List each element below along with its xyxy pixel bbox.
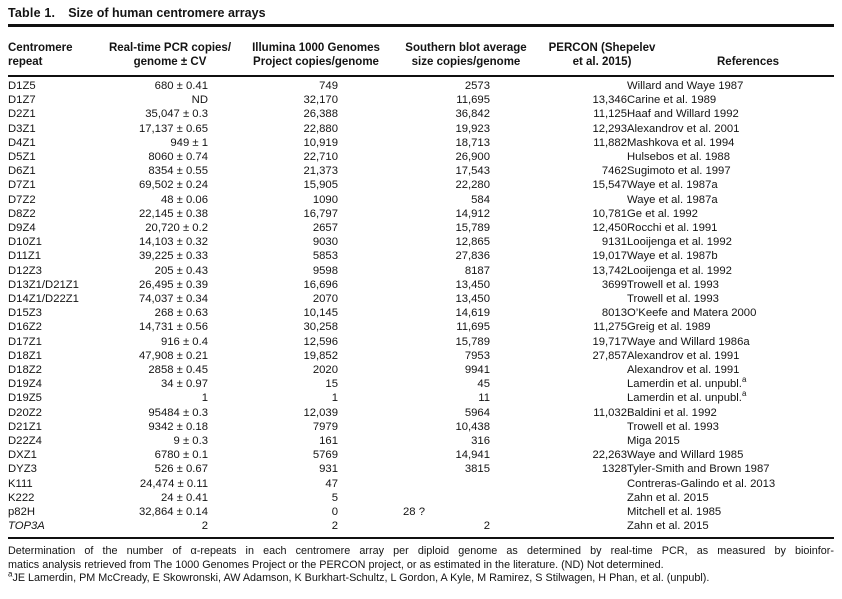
cell-percon bbox=[490, 292, 627, 306]
cell-pcr-copies: 39,225 ± 0.33 bbox=[138, 250, 208, 263]
cell-percon: 12,293 bbox=[592, 122, 627, 135]
cell-centromere-repeat: D10Z1 bbox=[8, 236, 42, 249]
cell-illumina-copies: 0 bbox=[331, 506, 338, 519]
cell-reference: Looijenga et al. 1992 bbox=[627, 236, 732, 249]
cell-pcr-copies: 20,720 ± 0.2 bbox=[145, 222, 208, 235]
cell-pcr-copies: 9342 ± 0.18 bbox=[148, 420, 208, 433]
table-row bbox=[8, 391, 834, 405]
cell-reference: Waye and Willard 1985 bbox=[627, 449, 744, 462]
table-row bbox=[8, 519, 834, 533]
cell-centromere-repeat: D14Z1/D22Z1 bbox=[8, 293, 79, 306]
cell-reference: Alexandrov et al. 2001 bbox=[627, 122, 740, 135]
cell-pcr-copies: 95484 ± 0.3 bbox=[148, 406, 208, 419]
cell-centromere-repeat: DXZ1 bbox=[8, 449, 37, 462]
cell-centromere-repeat: D8Z2 bbox=[8, 207, 36, 220]
table-row bbox=[8, 207, 834, 221]
cell-southern-blot: 2573 bbox=[464, 80, 490, 92]
table-row bbox=[8, 235, 834, 249]
cell-illumina-copies: 21,373 bbox=[303, 165, 338, 178]
cell-reference: O’Keefe and Matera 2000 bbox=[627, 307, 757, 320]
cell-southern-blot: 45 bbox=[477, 378, 490, 391]
cell-centromere-repeat: D2Z1 bbox=[8, 108, 36, 121]
cell-illumina-copies: 1 bbox=[331, 392, 338, 405]
cell-southern-blot: 9941 bbox=[464, 364, 490, 377]
cell-illumina-copies: 5 bbox=[331, 491, 338, 504]
cell-illumina-copies: 19,852 bbox=[303, 349, 338, 362]
table-body bbox=[8, 79, 834, 534]
cell-southern-blot: 28 ? bbox=[403, 506, 425, 519]
bottom-divider bbox=[8, 537, 834, 539]
cell-southern-blot: 14,941 bbox=[455, 449, 490, 462]
cell-reference: Tyler-Smith and Brown 1987 bbox=[627, 463, 770, 476]
cell-pcr-copies: 32,864 ± 0.14 bbox=[138, 506, 208, 519]
cell-centromere-repeat: D13Z1/D21Z1 bbox=[8, 278, 79, 291]
table-row bbox=[8, 434, 834, 448]
cell-southern-blot: 26,900 bbox=[455, 151, 490, 164]
cell-illumina-copies: 47 bbox=[325, 477, 338, 490]
cell-southern-blot: 14,619 bbox=[455, 307, 490, 320]
cell-percon: 11,125 bbox=[593, 108, 627, 121]
cell-pcr-copies: 14,731 ± 0.56 bbox=[138, 321, 208, 334]
cell-illumina-copies: 12,039 bbox=[303, 406, 338, 419]
cell-pcr-copies: 14,103 ± 0.32 bbox=[138, 236, 208, 249]
cell-pcr-copies: 6780 ± 0.1 bbox=[154, 449, 208, 462]
cell-percon: 7462 bbox=[601, 165, 627, 178]
cell-pcr-copies: 8060 ± 0.74 bbox=[148, 151, 208, 164]
cell-southern-blot: 22,280 bbox=[455, 179, 490, 192]
cell-centromere-repeat: D17Z1 bbox=[8, 335, 42, 348]
cell-centromere-repeat: D21Z1 bbox=[8, 420, 42, 433]
cell-southern-blot: 584 bbox=[471, 193, 490, 206]
cell-percon bbox=[490, 519, 627, 533]
cell-pcr-copies: 34 ± 0.97 bbox=[160, 378, 208, 391]
cell-pcr-copies: 8354 ± 0.55 bbox=[148, 165, 208, 178]
cell-illumina-copies: 749 bbox=[319, 80, 338, 92]
cell-southern-blot: 36,842 bbox=[455, 108, 490, 121]
top-divider bbox=[8, 24, 834, 27]
cell-centromere-repeat: D7Z2 bbox=[8, 193, 36, 206]
cell-reference: Mashkova et al. 1994 bbox=[627, 136, 735, 149]
column-header-southern-blot: Southern blot average size copies/genome bbox=[405, 42, 527, 68]
cell-centromere-repeat: D12Z3 bbox=[8, 264, 42, 277]
cell-southern-blot: 13,450 bbox=[455, 293, 490, 306]
cell-southern-blot: 18,713 bbox=[455, 136, 490, 149]
table-row bbox=[8, 107, 834, 121]
cell-percon: 1328 bbox=[601, 463, 627, 476]
table-row bbox=[8, 335, 834, 349]
cell-percon: 15,547 bbox=[592, 179, 627, 192]
centromere-array-table bbox=[8, 79, 834, 534]
cell-centromere-repeat: D15Z3 bbox=[8, 307, 42, 320]
cell-centromere-repeat: D7Z1 bbox=[8, 179, 36, 192]
cell-southern-blot: 316 bbox=[471, 435, 490, 448]
table-row bbox=[8, 193, 834, 207]
cell-reference: Greig et al. 1989 bbox=[627, 321, 711, 334]
table-row bbox=[8, 150, 834, 164]
cell-centromere-repeat: D19Z5 bbox=[8, 392, 42, 405]
cell-centromere-repeat: D20Z2 bbox=[8, 406, 42, 419]
cell-centromere-repeat: D11Z1 bbox=[8, 250, 42, 263]
table-title: Size of human centromere arrays bbox=[68, 6, 266, 20]
cell-illumina-copies: 9030 bbox=[312, 236, 338, 249]
cell-illumina-copies: 30,258 bbox=[303, 321, 338, 334]
table-row bbox=[8, 79, 834, 93]
table-row bbox=[8, 122, 834, 136]
cell-percon bbox=[490, 391, 627, 405]
cell-southern-blot: 15,789 bbox=[455, 335, 490, 348]
column-header-illumina-1000-genomes: Illumina 1000 Genomes Project copies/genome bbox=[252, 42, 380, 68]
cell-reference: Alexandrov et al. 1991 bbox=[627, 364, 740, 377]
column-header-centromere-repeat: Centromere repeat bbox=[8, 42, 73, 68]
cell-percon bbox=[490, 505, 627, 519]
cell-southern-blot bbox=[338, 491, 490, 505]
cell-centromere-repeat: K111 bbox=[8, 477, 33, 490]
cell-pcr-copies: ND bbox=[191, 94, 208, 107]
table-row bbox=[8, 420, 834, 434]
cell-percon: 8013 bbox=[601, 307, 627, 320]
cell-pcr-copies: 35,047 ± 0.3 bbox=[145, 108, 208, 121]
cell-illumina-copies: 5853 bbox=[312, 250, 338, 263]
cell-centromere-repeat: p82H bbox=[8, 506, 36, 519]
cell-percon bbox=[490, 491, 627, 505]
cell-percon bbox=[490, 150, 627, 164]
table-row bbox=[8, 278, 834, 292]
table-row bbox=[8, 491, 834, 505]
footnote-a bbox=[8, 569, 834, 586]
table-row bbox=[8, 448, 834, 462]
cell-percon bbox=[490, 420, 627, 434]
cell-southern-blot: 19,923 bbox=[455, 122, 490, 135]
cell-pcr-copies: 526 ± 0.67 bbox=[154, 463, 208, 476]
table-row bbox=[8, 320, 834, 334]
footnote-a-text: JE Lamerdin, PM McCready, E Skowronski, AW Adamson, K Burkhart-Schultz, L Gordon, A Kyle, M Ramirez, S Stilwagen, H Phan, et al. (unpubl). bbox=[12, 572, 710, 585]
cell-pcr-copies: 916 ± 0.4 bbox=[160, 335, 208, 348]
footnote-main-line1: Determination of the number of α-repeats in each centromere array per diploid genome as determined by real-time PCR, as measured by bioinfor- bbox=[8, 545, 834, 557]
cell-centromere-repeat: D1Z7 bbox=[8, 94, 36, 107]
table-number-label: Table 1. bbox=[8, 6, 56, 20]
cell-illumina-copies: 7979 bbox=[312, 420, 338, 433]
cell-percon: 10,781 bbox=[592, 207, 627, 220]
cell-centromere-repeat: D22Z4 bbox=[8, 435, 42, 448]
cell-illumina-copies: 15 bbox=[325, 378, 338, 391]
cell-illumina-copies: 15,905 bbox=[303, 179, 338, 192]
cell-southern-blot: 27,836 bbox=[455, 250, 490, 263]
cell-percon: 27,857 bbox=[592, 349, 627, 362]
header-divider bbox=[8, 75, 834, 77]
cell-pcr-copies: 26,495 ± 0.39 bbox=[138, 278, 208, 291]
cell-illumina-copies: 32,170 bbox=[303, 94, 338, 107]
cell-percon: 9131 bbox=[601, 236, 627, 249]
cell-illumina-copies: 161 bbox=[319, 435, 338, 448]
cell-percon: 19,017 bbox=[592, 250, 627, 263]
cell-pcr-copies: 47,908 ± 0.21 bbox=[138, 349, 208, 362]
cell-reference: Mitchell et al. 1985 bbox=[627, 506, 722, 519]
table-caption bbox=[8, 6, 266, 20]
cell-centromere-repeat: D6Z1 bbox=[8, 165, 36, 178]
cell-illumina-copies: 16,696 bbox=[303, 278, 338, 291]
table-row bbox=[8, 406, 834, 420]
cell-southern-blot: 2 bbox=[483, 520, 490, 533]
cell-centromere-repeat: D18Z1 bbox=[8, 349, 42, 362]
cell-illumina-copies: 2 bbox=[331, 520, 338, 533]
cell-pcr-copies: 24 ± 0.41 bbox=[160, 491, 208, 504]
cell-pcr-copies: 2 bbox=[201, 520, 208, 533]
cell-southern-blot: 11,695 bbox=[456, 94, 490, 107]
cell-reference: Alexandrov et al. 1991 bbox=[627, 349, 740, 362]
cell-reference: Miga 2015 bbox=[627, 435, 680, 448]
cell-reference: Looijenga et al. 1992 bbox=[627, 264, 732, 277]
cell-southern-blot: 3815 bbox=[464, 463, 490, 476]
cell-percon bbox=[490, 193, 627, 207]
cell-illumina-copies: 10,145 bbox=[303, 307, 338, 320]
cell-southern-blot bbox=[338, 477, 490, 491]
column-header-references: References bbox=[716, 55, 780, 68]
cell-percon: 12,450 bbox=[592, 222, 627, 235]
cell-illumina-copies: 16,797 bbox=[303, 207, 338, 220]
table-row bbox=[8, 462, 834, 476]
cell-centromere-repeat: D5Z1 bbox=[8, 151, 36, 164]
cell-illumina-copies: 931 bbox=[319, 463, 338, 476]
footnote-marker: a bbox=[741, 389, 747, 399]
cell-pcr-copies: 680 ± 0.41 bbox=[154, 80, 208, 92]
cell-percon bbox=[490, 79, 627, 93]
cell-pcr-copies: 48 ± 0.06 bbox=[160, 193, 208, 206]
table-header bbox=[8, 28, 834, 72]
cell-reference: Trowell et al. 1993 bbox=[627, 293, 719, 306]
table-row bbox=[8, 249, 834, 263]
cell-southern-blot: 13,450 bbox=[455, 278, 490, 291]
cell-pcr-copies: 205 ± 0.43 bbox=[154, 264, 208, 277]
cell-reference: Waye et al. 1987a bbox=[627, 179, 718, 192]
cell-illumina-copies: 9598 bbox=[312, 264, 338, 277]
cell-illumina-copies: 10,919 bbox=[303, 136, 338, 149]
cell-reference: Haaf and Willard 1992 bbox=[627, 108, 739, 121]
cell-illumina-copies: 2070 bbox=[312, 293, 338, 306]
cell-reference: Willard and Waye 1987 bbox=[627, 80, 744, 92]
table-row bbox=[8, 505, 834, 519]
cell-southern-blot: 14,912 bbox=[455, 207, 490, 220]
cell-pcr-copies: 17,137 ± 0.65 bbox=[138, 122, 208, 135]
cell-centromere-repeat: D4Z1 bbox=[8, 136, 36, 149]
cell-illumina-copies: 2020 bbox=[312, 364, 338, 377]
cell-centromere-repeat: K222 bbox=[8, 491, 35, 504]
cell-percon: 11,032 bbox=[593, 406, 627, 419]
cell-percon: 13,742 bbox=[592, 264, 627, 277]
cell-centromere-repeat: TOP3A bbox=[8, 520, 45, 533]
cell-percon: 11,882 bbox=[593, 136, 627, 149]
cell-pcr-copies: 22,145 ± 0.38 bbox=[138, 207, 208, 220]
cell-percon bbox=[490, 377, 627, 391]
cell-percon bbox=[490, 477, 627, 491]
cell-illumina-copies: 26,388 bbox=[303, 108, 338, 121]
table-row bbox=[8, 377, 834, 391]
cell-illumina-copies: 12,596 bbox=[303, 335, 338, 348]
cell-centromere-repeat: D1Z5 bbox=[8, 80, 36, 92]
cell-reference: Waye et al. 1987a bbox=[627, 193, 718, 206]
cell-illumina-copies: 5769 bbox=[312, 449, 338, 462]
cell-reference: Sugimoto et al. 1997 bbox=[627, 165, 731, 178]
column-header-percon: PERCON (Shepelev et al. 2015) bbox=[548, 42, 656, 68]
cell-pcr-copies: 949 ± 1 bbox=[170, 136, 208, 149]
cell-pcr-copies: 9 ± 0.3 bbox=[173, 435, 208, 448]
cell-percon: 3699 bbox=[601, 278, 627, 291]
table-row bbox=[8, 264, 834, 278]
cell-pcr-copies: 2858 ± 0.45 bbox=[148, 364, 208, 377]
footnote-a-marker: a bbox=[8, 569, 13, 579]
cell-pcr-copies: 268 ± 0.63 bbox=[154, 307, 208, 320]
table-row bbox=[8, 93, 834, 107]
table-row bbox=[8, 363, 834, 377]
cell-southern-blot: 10,438 bbox=[455, 420, 490, 433]
cell-southern-blot: 15,789 bbox=[455, 222, 490, 235]
cell-reference: Contreras-Galindo et al. 2013 bbox=[627, 477, 776, 490]
cell-centromere-repeat: D16Z2 bbox=[8, 321, 42, 334]
cell-illumina-copies: 22,880 bbox=[303, 122, 338, 135]
table-row bbox=[8, 292, 834, 306]
cell-illumina-copies: 22,710 bbox=[303, 151, 338, 164]
cell-reference: Lamerdin et al. unpubl.$^a$ bbox=[627, 389, 747, 405]
table-row bbox=[8, 349, 834, 363]
table-footnotes bbox=[8, 545, 834, 586]
cell-reference: Ge et al. 1992 bbox=[627, 207, 698, 220]
table-row bbox=[8, 306, 834, 320]
cell-percon: 11,275 bbox=[593, 321, 627, 334]
cell-reference: Zahn et al. 2015 bbox=[627, 491, 709, 504]
cell-centromere-repeat: D9Z4 bbox=[8, 222, 36, 235]
cell-percon bbox=[490, 363, 627, 377]
table-row bbox=[8, 178, 834, 192]
footnote-main-line2: matics analysis retrieved from The 1000 Genomes Project or the PERCON project, or as estimated in the literature. (ND) Not determined. bbox=[8, 558, 664, 571]
cell-southern-blot: 11,695 bbox=[456, 321, 490, 334]
cell-reference: Zahn et al. 2015 bbox=[627, 520, 709, 533]
cell-reference: Trowell et al. 1993 bbox=[627, 278, 719, 291]
cell-pcr-copies: 1 bbox=[201, 392, 208, 405]
cell-reference: Trowell et al. 1993 bbox=[627, 420, 719, 433]
cell-reference: Rocchi et al. 1991 bbox=[627, 222, 718, 235]
table-row bbox=[8, 164, 834, 178]
cell-reference: Waye et al. 1987b bbox=[627, 250, 718, 263]
cell-reference: Hulsebos et al. 1988 bbox=[627, 151, 730, 164]
cell-pcr-copies: 69,502 ± 0.24 bbox=[138, 179, 208, 192]
table-row bbox=[8, 136, 834, 150]
cell-illumina-copies: 2657 bbox=[312, 222, 338, 235]
cell-pcr-copies: 24,474 ± 0.11 bbox=[139, 477, 208, 490]
cell-centromere-repeat: D18Z2 bbox=[8, 364, 42, 377]
cell-pcr-copies: 74,037 ± 0.34 bbox=[138, 293, 208, 306]
cell-percon: 13,346 bbox=[592, 94, 627, 107]
cell-southern-blot: 8187 bbox=[464, 264, 490, 277]
footnote-marker: a bbox=[741, 375, 747, 385]
cell-reference: Waye and Willard 1986a bbox=[627, 335, 750, 348]
cell-centromere-repeat: DYZ3 bbox=[8, 463, 37, 476]
cell-centromere-repeat: D3Z1 bbox=[8, 122, 36, 135]
cell-southern-blot: 17,543 bbox=[455, 165, 490, 178]
cell-reference: Lamerdin et al. unpubl.$^a$ bbox=[627, 375, 747, 391]
cell-percon: 19,717 bbox=[592, 335, 627, 348]
cell-percon bbox=[490, 434, 627, 448]
table-row bbox=[8, 477, 834, 491]
cell-reference: Baldini et al. 1992 bbox=[627, 406, 717, 419]
cell-southern-blot: 5964 bbox=[464, 406, 490, 419]
table-row bbox=[8, 221, 834, 235]
cell-southern-blot: 11 bbox=[478, 392, 490, 405]
cell-centromere-repeat: D19Z4 bbox=[8, 378, 42, 391]
cell-illumina-copies: 1090 bbox=[312, 193, 338, 206]
cell-southern-blot: 7953 bbox=[464, 349, 490, 362]
column-header-realtime-pcr: Real-time PCR copies/ genome ± CV bbox=[108, 42, 232, 68]
cell-percon: 22,263 bbox=[592, 449, 627, 462]
cell-southern-blot: 12,865 bbox=[455, 236, 490, 249]
cell-reference: Carine et al. 1989 bbox=[627, 94, 717, 107]
